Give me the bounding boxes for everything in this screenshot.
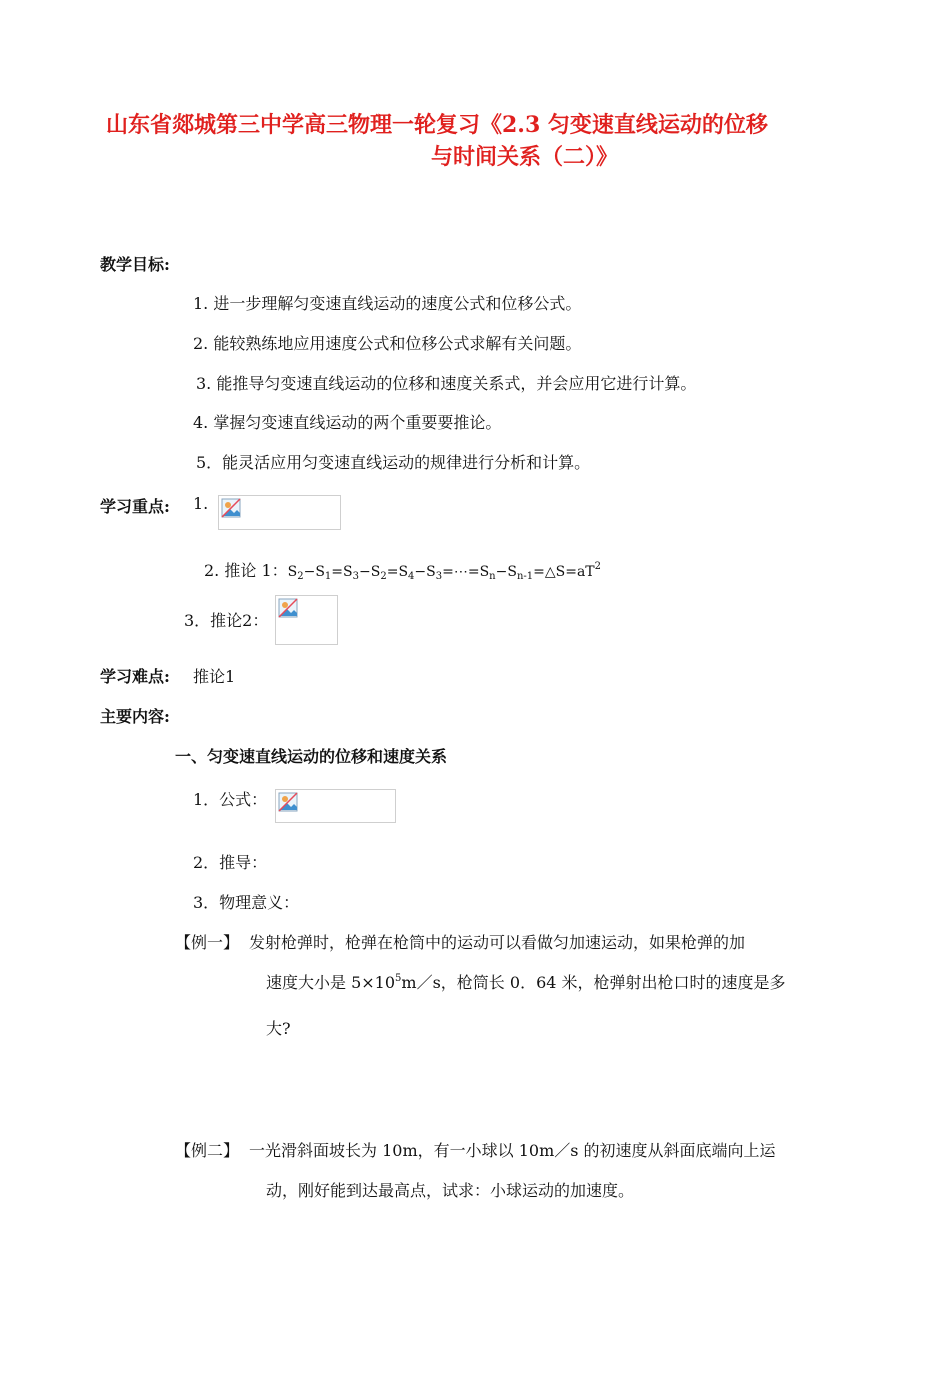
objectives-heading: 教学目标: <box>100 255 170 274</box>
document-title-line2: 与时间关系（二）》 <box>431 144 619 170</box>
key-point-3-label: 3．推论2： <box>184 611 269 630</box>
objective-item: 1. 进一步理解匀变速直线运动的速度公式和位移公式。 <box>193 294 582 313</box>
section-1-item-derivation: 2．推导： <box>193 853 268 872</box>
section-1-item-formula: 1．公式： <box>193 790 268 809</box>
broken-image-icon <box>277 791 299 813</box>
difficulty-heading: 学习难点: <box>100 667 170 686</box>
example-2-line-2: 动，刚好能到达最高点，试求：小球运动的加速度。 <box>266 1181 635 1200</box>
section-1-heading: 一、匀变速直线运动的位移和速度关系 <box>175 747 448 766</box>
example-1-line-3: 大? <box>266 1019 291 1038</box>
key-point-2-label: 2. 推论 1： <box>204 561 288 580</box>
difficulty-text: 推论1 <box>193 667 236 686</box>
objective-item: 4. 掌握匀变速直线运动的两个重要要推论。 <box>193 413 502 432</box>
document-title-line1: 山东省郯城第三中学高三物理一轮复习《2.3 匀变速直线运动的位移 <box>106 112 768 138</box>
section-1-item-meaning: 3．物理意义： <box>193 893 300 912</box>
example-2-line-1: 一光滑斜面坡长为 10m，有一小球以 10m／s 的初速度从斜面底端向上运 <box>249 1141 776 1160</box>
example-2-tag: 【例二】 <box>175 1141 240 1160</box>
key-point-2-inference <box>204 558 601 582</box>
objective-item: 3. 能推导匀变速直线运动的位移和速度关系式，并会应用它进行计算。 <box>196 374 697 393</box>
example-1-line-2: 速度大小是 $5\times 10^5m/s$，枪筒长 0．64 米，枪弹射出枪口时的速度是多 <box>266 973 786 992</box>
key-points-heading: 学习重点: <box>100 497 170 516</box>
formula-image-placeholder <box>275 789 396 823</box>
broken-image-icon <box>277 597 299 619</box>
example-1-line-1: 发射枪弹时，枪弹在枪筒中的运动可以看做匀加速运动，如果枪弹的加 <box>249 933 746 952</box>
main-content-heading: 主要内容: <box>100 707 170 726</box>
broken-image-icon <box>220 497 242 519</box>
formula-image-placeholder <box>218 495 341 530</box>
formula-image-placeholder <box>275 595 338 645</box>
objective-item: 2. 能较熟练地应用速度公式和位移公式求解有关问题。 <box>193 334 582 353</box>
example-1-tag: 【例一】 <box>175 933 240 952</box>
key-point-1-number: 1. <box>193 494 209 513</box>
formula-inference-1: $S_2-S_1=S_3-S_2=S_4-S_3=\cdots=S_n-S_{n-1}=\triangle S=aT^2$ <box>287 561 602 582</box>
objective-item: 5．能灵活应用匀变速直线运动的规律进行分析和计算。 <box>196 453 591 472</box>
